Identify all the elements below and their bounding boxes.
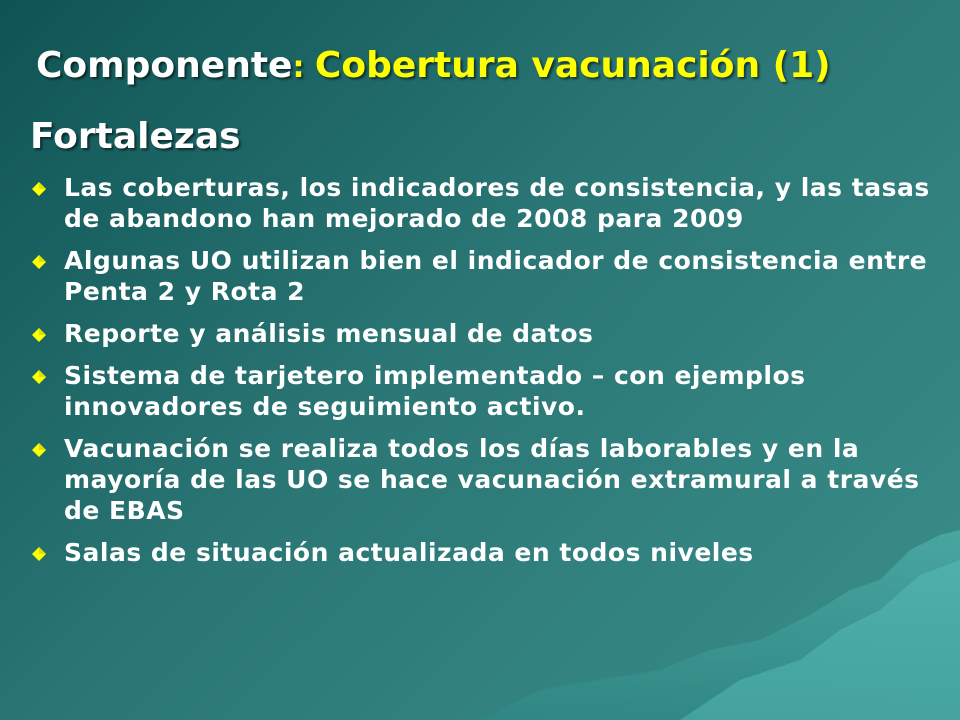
- title-component-label: Componente: [36, 45, 293, 86]
- title-separator: :: [292, 50, 315, 85]
- bullet-item: [30, 172, 940, 234]
- bullet-list: [30, 172, 940, 579]
- bullet-text: Vacunación se realiza todos los días laborables y en la mayoría de las UO se hace vacunación extramural a través de EBAS: [64, 434, 920, 525]
- diamond-bullet-icon: [32, 547, 46, 561]
- diamond-bullet-icon: [32, 255, 46, 269]
- bullet-text: Salas de situación actualizada en todos niveles: [64, 538, 754, 567]
- diamond-bullet-icon: [32, 370, 46, 384]
- bullet-item: [30, 318, 940, 349]
- diamond-bullet-icon: [32, 182, 46, 196]
- bullet-text: Sistema de tarjetero implementado – con ejemplos innovadores de seguimiento activo.: [64, 361, 806, 421]
- bullet-item: [30, 433, 940, 526]
- bullet-item: [30, 537, 940, 568]
- bullet-item: [30, 245, 940, 307]
- bullet-text: Algunas UO utilizan bien el indicador de consistencia entre Penta 2 y Rota 2: [64, 246, 928, 306]
- diamond-bullet-icon: [32, 328, 46, 342]
- section-heading: Fortalezas: [30, 116, 241, 157]
- slide-title: [36, 40, 946, 94]
- bullet-text: Reporte y análisis mensual de datos: [64, 319, 594, 348]
- title-topic: Cobertura vacunación (1): [314, 45, 831, 86]
- bullet-item: [30, 360, 940, 422]
- bullet-text: Las coberturas, los indicadores de consistencia, y las tasas de abandono han mejorado de 2008 para 2009: [64, 173, 930, 233]
- diamond-bullet-icon: [32, 443, 46, 457]
